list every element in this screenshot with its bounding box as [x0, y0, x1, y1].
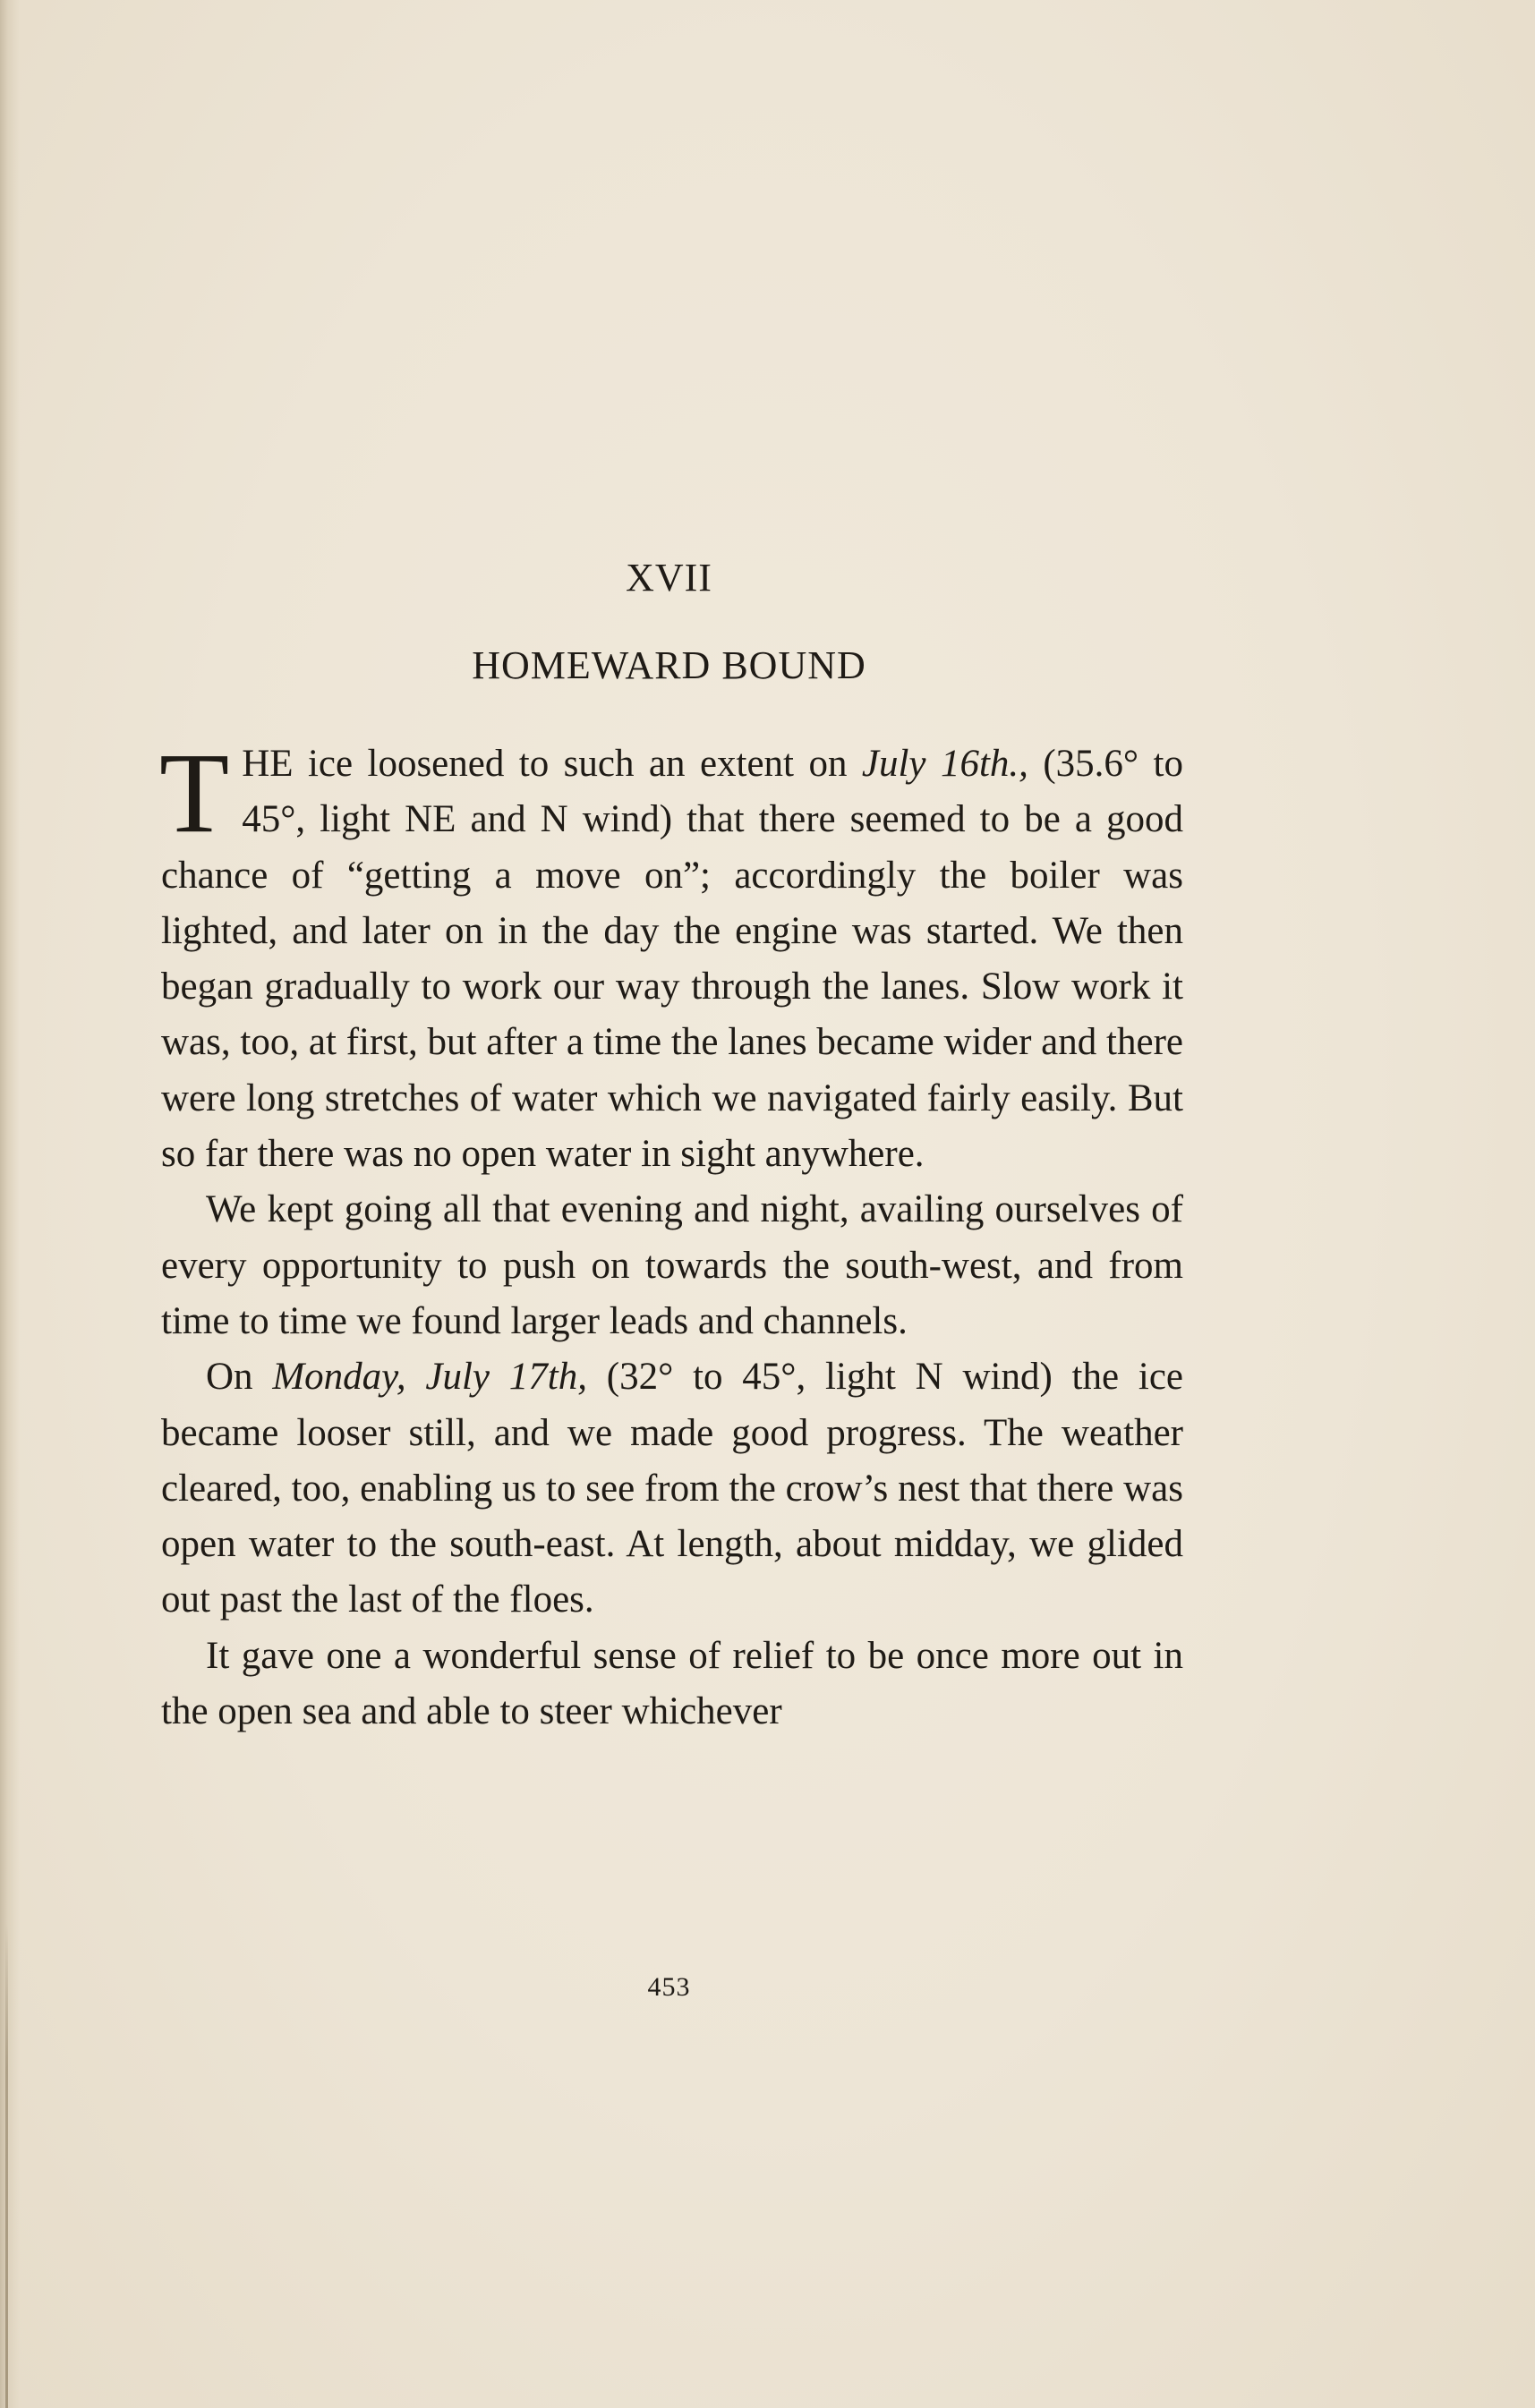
- paragraph-4: It gave one a wonderful sense of relief to be once more out in the open sea and able to steer whichever: [161, 1634, 1183, 1733]
- spine-shadow: [0, 0, 20, 2408]
- paragraph-1-text-start: HE ice loosened to such an extent on: [242, 743, 862, 785]
- chapter-number: XVII: [626, 556, 712, 600]
- paragraph-1-date: July 16th.,: [861, 743, 1028, 785]
- paragraph-1-text-rest: (35.6° to 45°, light NE and N wind) that there seemed to be a good chance of “getting a move on”; accordingly the boiler was lighted, and later on in the day the engine was started. We then began gradually to work our way through the lanes. Slow work it was, too, at first, but after a time the lanes became wider and there were long stretches of water which we navigated fairly easily. But so far there was no open water in sight anywhere.: [161, 743, 1183, 1176]
- chapter-title: HOMEWARD BOUND: [472, 643, 866, 687]
- paragraph-3-text-rest: (32° to 45°, light N wind) the ice became looser still, and we made good progress. The weather cleared, too, enabling us to see from the crow’s nest that there was open water to the south-east. At length, about midday, we glided out past the last of the floes.: [161, 1356, 1183, 1621]
- paragraph-2: We kept going all that evening and night, availing ourselves of every opportunity to push on towards the south-west, and from time to time we found larger leads and channels.: [161, 1188, 1183, 1342]
- paragraph-3: [161, 1349, 1183, 1628]
- page-number: 453: [647, 1972, 691, 2002]
- paragraph-3-date: Monday, July 17th,: [272, 1356, 587, 1399]
- drop-cap: T: [159, 729, 230, 856]
- paragraph-3-text-start: On: [206, 1356, 273, 1399]
- body-text: [159, 729, 1183, 1740]
- paragraph-1: [159, 729, 1183, 1182]
